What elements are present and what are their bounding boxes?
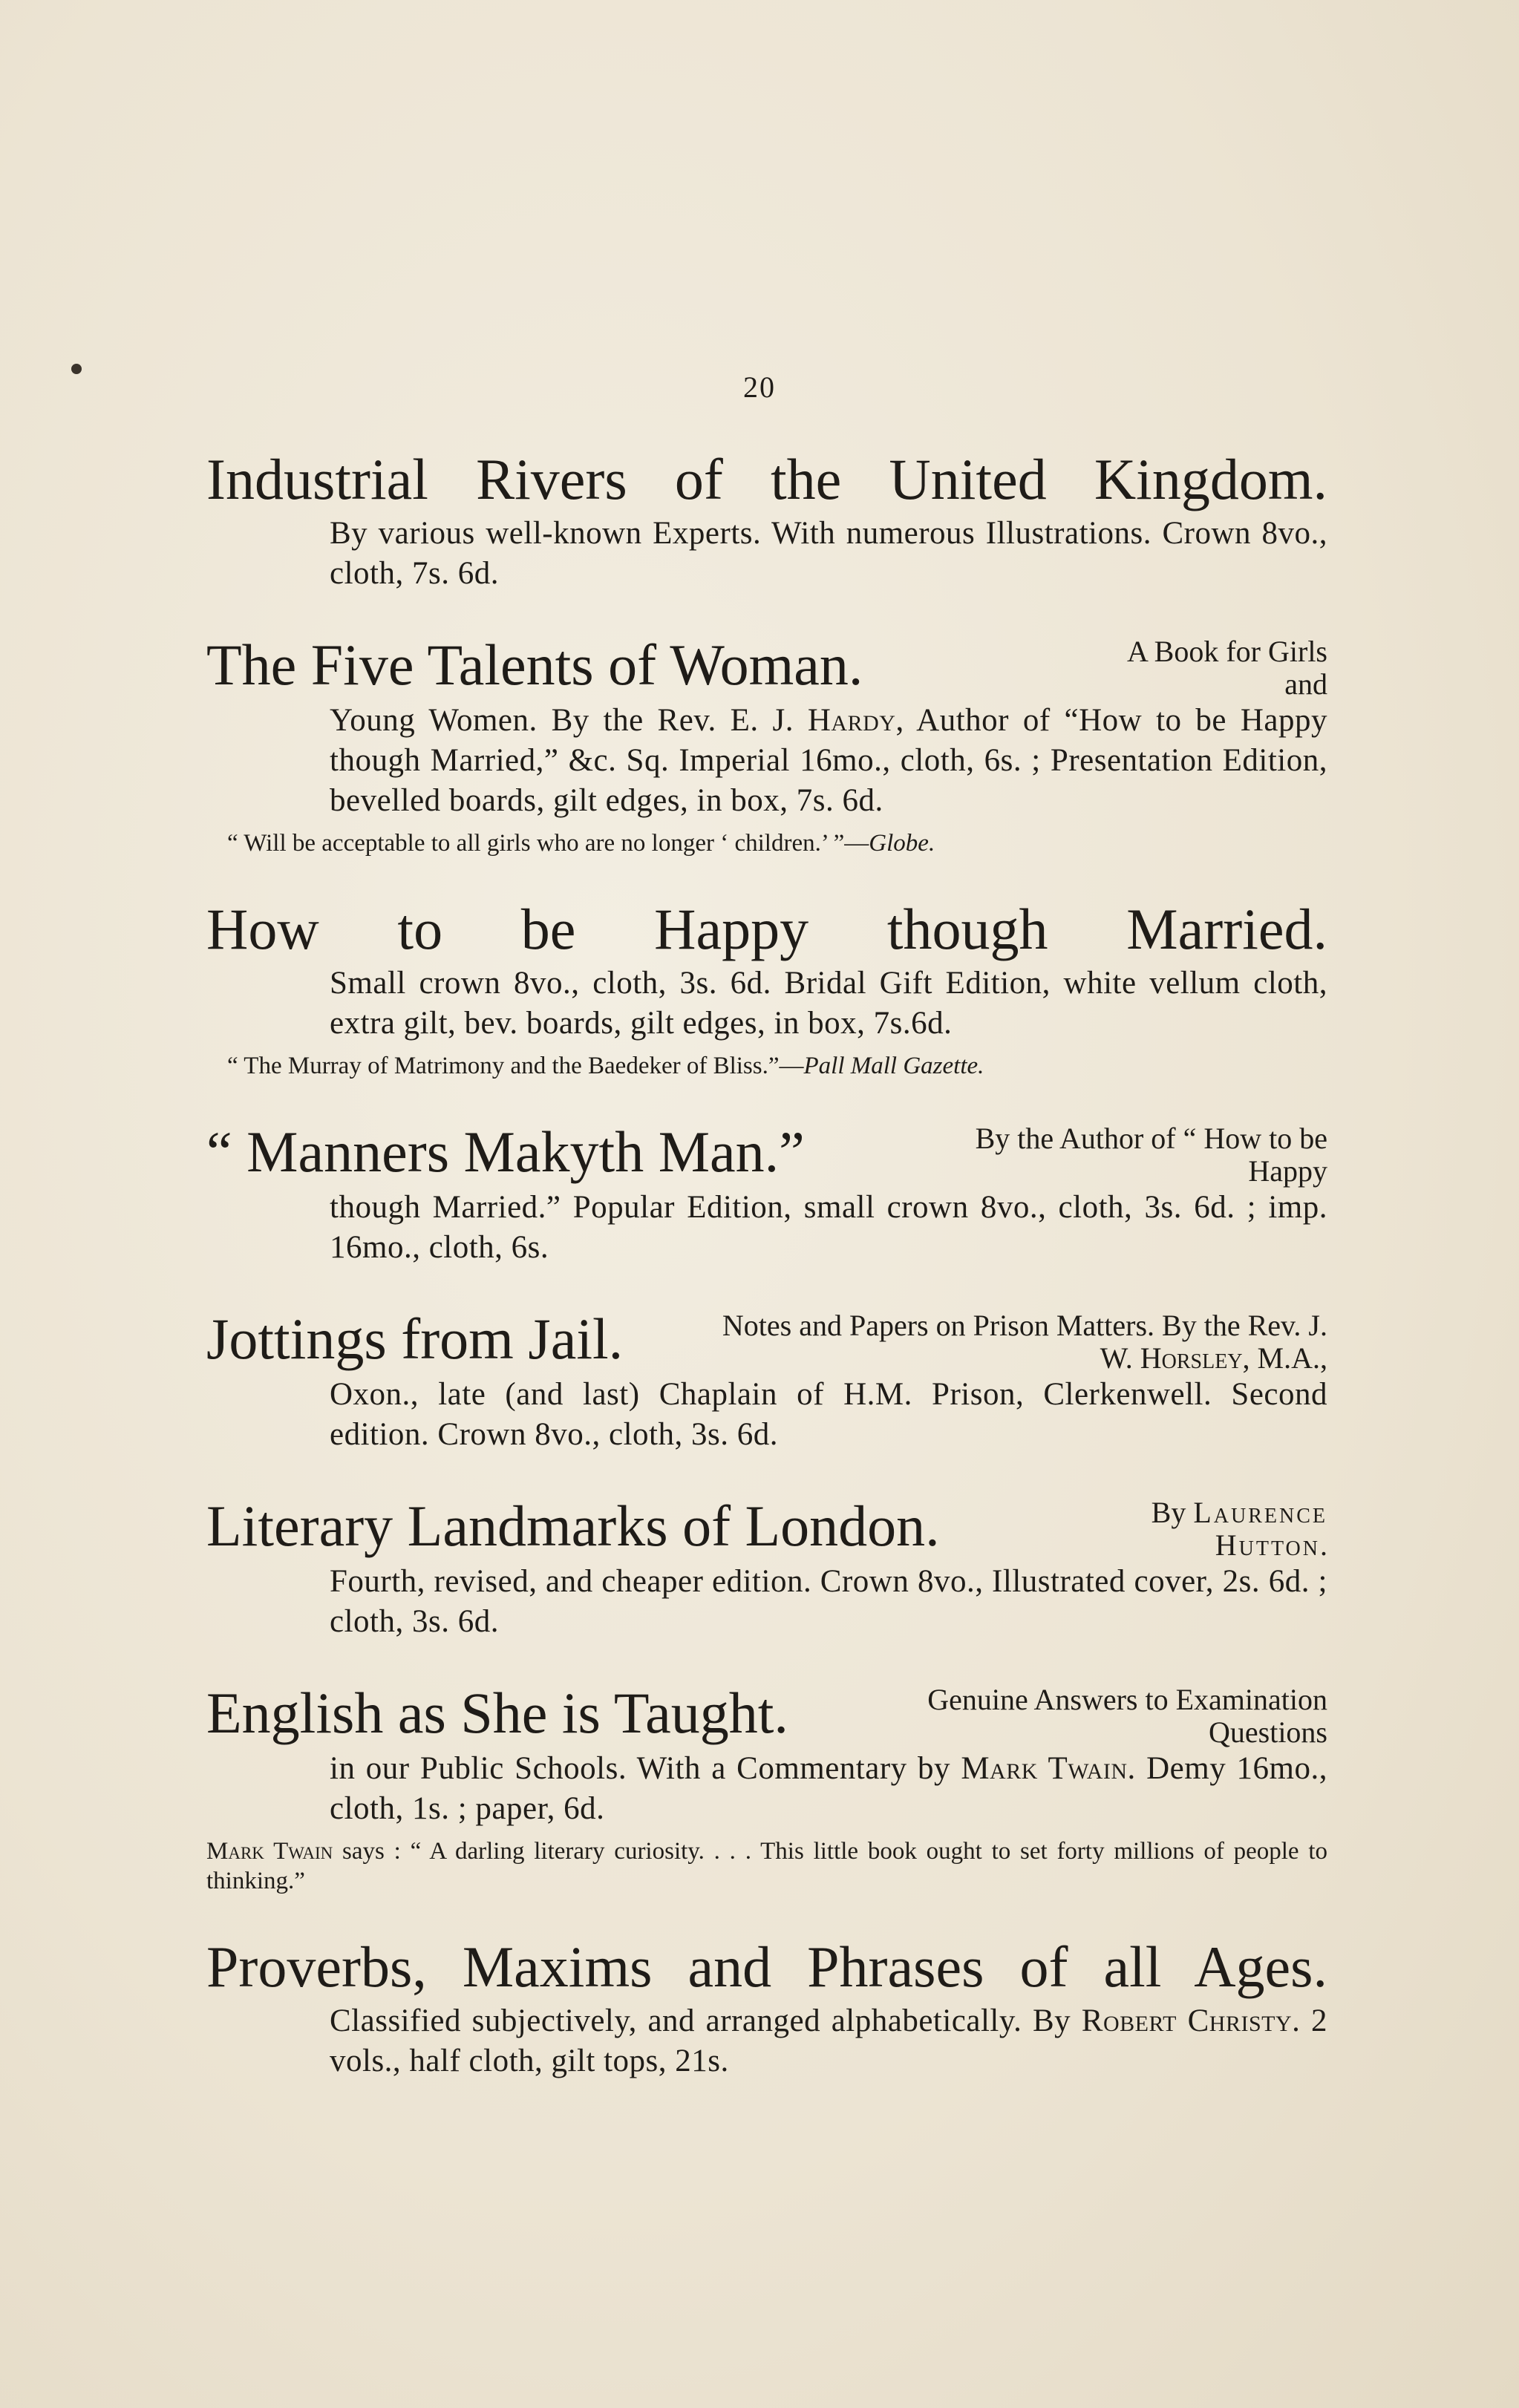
book-subtitle: A Book for Girls and — [1127, 635, 1327, 701]
book-title: English as She is Taught. — [206, 1681, 788, 1745]
book-entry — [206, 1679, 1327, 1896]
review-source: Pall Mall Gazette. — [803, 1053, 984, 1079]
book-entry — [206, 1933, 1327, 2081]
review-quote: Mark Twain says : “ A darling literary curiosity. . . . This little book ought to set forty millions of people to thinking.” — [206, 1838, 1327, 1894]
book-description: Small crown 8vo., cloth, 3s. 6d. Bridal Gift Edition, white vellum cloth, extra gilt, bev. boards, gilt edges, in box, 7s.6d. — [330, 966, 1327, 1041]
book-title: Industrial Rivers of the United Kingdom. — [206, 447, 1327, 511]
book-description: in our Public Schools. With a Commentary by Mark Twain. Demy 16mo., cloth, 1s. ; paper, 6d. — [330, 1751, 1327, 1826]
entry-heading — [206, 1492, 1327, 1562]
book-entry — [206, 1118, 1327, 1268]
book-author: By Laurence Hutton. — [1151, 1496, 1327, 1562]
book-description: Fourth, revised, and cheaper edition. Crown 8vo., Illustrated cover, 2s. 6d. ; cloth, 3s. 6d. — [330, 1564, 1327, 1639]
book-list — [206, 445, 1327, 2119]
book-entry — [206, 445, 1327, 594]
book-description: Classified subjectively, and arranged alphabetically. By Robert Christy. 2 vols., half cloth, gilt tops, 21s. — [330, 2003, 1328, 2078]
book-subtitle: Genuine Answers to Examination Questions — [927, 1683, 1327, 1749]
book-entry — [206, 631, 1327, 858]
entry-heading — [206, 1679, 1327, 1749]
page-number: 20 — [743, 370, 776, 404]
author-name: Laurence Hutton — [1193, 1496, 1327, 1562]
author-name: Hardy — [807, 703, 896, 738]
book-subtitle: By the Author of “ How to be Happy — [975, 1122, 1327, 1188]
book-description: By various well-known Experts. With numerous Illustrations. Crown 8vo., cloth, 7s. 6d. — [330, 516, 1327, 591]
book-title: Proverbs, Maxims and Phrases of all Ages. — [206, 1934, 1327, 1999]
book-title: The Five Talents of Woman. — [206, 632, 863, 697]
entry-heading — [206, 1118, 1327, 1188]
review-quote: “ Will be acceptable to all girls who are no longer ‘ children.’ ”—Globe. — [227, 830, 935, 857]
entry-heading — [206, 631, 1327, 701]
author-name: Mark Twain — [961, 1751, 1128, 1786]
book-subtitle: Notes and Papers on Prison Matters. By the Rev. J. W. Horsley, M.A., — [722, 1309, 1327, 1375]
book-description: Oxon., late (and last) Chaplain of H.M. Prison, Clerkenwell. Second edition. Crown 8vo., cloth, 3s. 6d. — [330, 1377, 1327, 1452]
book-entry — [206, 1492, 1327, 1642]
author-name: Horsley — [1140, 1341, 1243, 1375]
entry-heading — [206, 1305, 1327, 1375]
quote-author: Mark Twain — [206, 1838, 333, 1865]
book-title: Jottings from Jail. — [206, 1306, 624, 1371]
book-description: Young Women. By the Rev. E. J. Hardy, Author of “How to be Happy though Married,” &c. Sq. Imperial 16mo., cloth, 6s. ; Presentation Edition, bevelled boards, gilt edges, in box, 7s. 6d. — [330, 703, 1327, 818]
author-name: Robert Christy — [1081, 2003, 1293, 2038]
book-title: How to be Happy though Married. — [206, 897, 1327, 961]
book-entry — [206, 895, 1327, 1081]
review-quote: “ The Murray of Matrimony and the Baedeker of Bliss.”—Pall Mall Gazette. — [227, 1053, 984, 1079]
book-description: though Married.” Popular Edition, small crown 8vo., cloth, 3s. 6d. ; imp. 16mo., cloth, 6s. — [330, 1190, 1327, 1265]
review-source: Globe. — [869, 830, 935, 857]
book-title: “ Manners Makyth Man.” — [206, 1119, 805, 1184]
book-entry — [206, 1305, 1327, 1455]
book-title: Literary Landmarks of London. — [206, 1493, 940, 1558]
